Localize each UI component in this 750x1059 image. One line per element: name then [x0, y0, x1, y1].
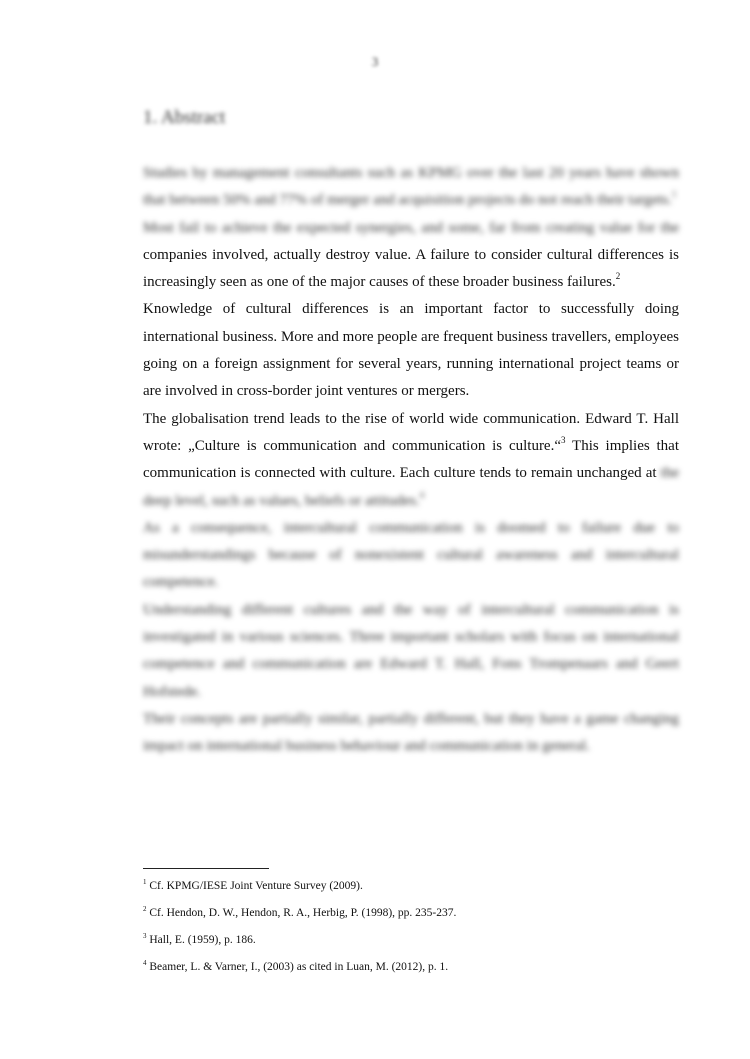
footnote-2 [143, 905, 679, 932]
footnote-ref-4: 4 [419, 489, 425, 500]
paragraph-text: The globalisation trend leads to the rise of world wide communication. Edward T. Hall wrote: „Culture is communication and communication is culture.“ [143, 410, 679, 454]
footnote-text: Cf. KPMG/IESE Joint Venture Survey (2009). [146, 880, 363, 892]
paragraph-text-blurred: the deep level, such as values, beliefs or attitudes. [143, 465, 679, 509]
paragraph-text: Studies by management consultants such as KPMG over the last 20 years have shown that between 50% and 77% of merger and acquisition projects do not reach their targets. [143, 165, 679, 209]
footnote-number: 1 [143, 878, 147, 887]
paragraph-text-blurred: Most fail to achieve the expected synergies, and some, far from creating value for the [143, 219, 679, 236]
page-number: 3 [371, 54, 379, 69]
footnote-3 [143, 932, 679, 959]
paragraph-text: As a consequence, intercultural communication is doomed to failure due to misunderstandings because of nonexistent cultural awareness and intercultural competence. [143, 519, 679, 591]
footnote-ref-2: 2 [615, 271, 621, 282]
paragraph-5 [143, 515, 679, 597]
footnote-ref-3: 3 [561, 434, 566, 445]
paragraph-text: Knowledge of cultural differences is an important factor to successfully doing international business. More and more people are frequent business travellers, employees going on a foreign assignment for several years, running international project teams or are involved in cross-border joint ventures or mergers. [143, 301, 679, 400]
paragraph-7 [143, 706, 679, 761]
section-heading: 1. Abstract [143, 107, 226, 128]
footnotes [143, 878, 679, 986]
footnote-text: Beamer, L. & Varner, I., (2003) as cited in Luan, M. (2012), p. 1. [146, 961, 449, 973]
paragraph-text: companies involved, actually destroy value. A failure to consider cultural differences is increasingly seen as one of the major causes of these broader business failures. [143, 246, 679, 291]
footnote-4 [143, 959, 679, 986]
paragraph-6 [143, 597, 679, 706]
footnote-number: 3 [143, 932, 147, 941]
footnote-number: 4 [143, 959, 147, 968]
paragraph-1 [143, 160, 679, 215]
paragraph-text: Their concepts are partially similar, partially different, but they have a game changing impact on international business behaviour and communication in general. [143, 710, 679, 755]
paragraph-text: Understanding different cultures and the way of intercultural communication is investigated in various sciences. Three important scholars with focus on international competence and communication are Edward T. Hall, Fons Trompenaars and Geert Hofstede. [143, 601, 679, 700]
footnote-text: Hall, E. (1959), p. 186. [146, 934, 256, 946]
paragraph-3 [143, 296, 679, 405]
footnote-ref-1: 1 [671, 189, 677, 200]
footnote-separator [143, 868, 269, 869]
paragraph-4 [143, 406, 679, 515]
body-text [143, 160, 679, 761]
footnote-number: 2 [143, 905, 147, 914]
footnote-text: Cf. Hendon, D. W., Hendon, R. A., Herbig, P. (1998), pp. 235-237. [146, 907, 457, 919]
paragraph-2 [143, 215, 679, 297]
footnote-1 [143, 878, 679, 905]
paragraph-text-continued: This implies that communication is connected with culture. Each culture tends to remain unchanged at [143, 437, 679, 482]
